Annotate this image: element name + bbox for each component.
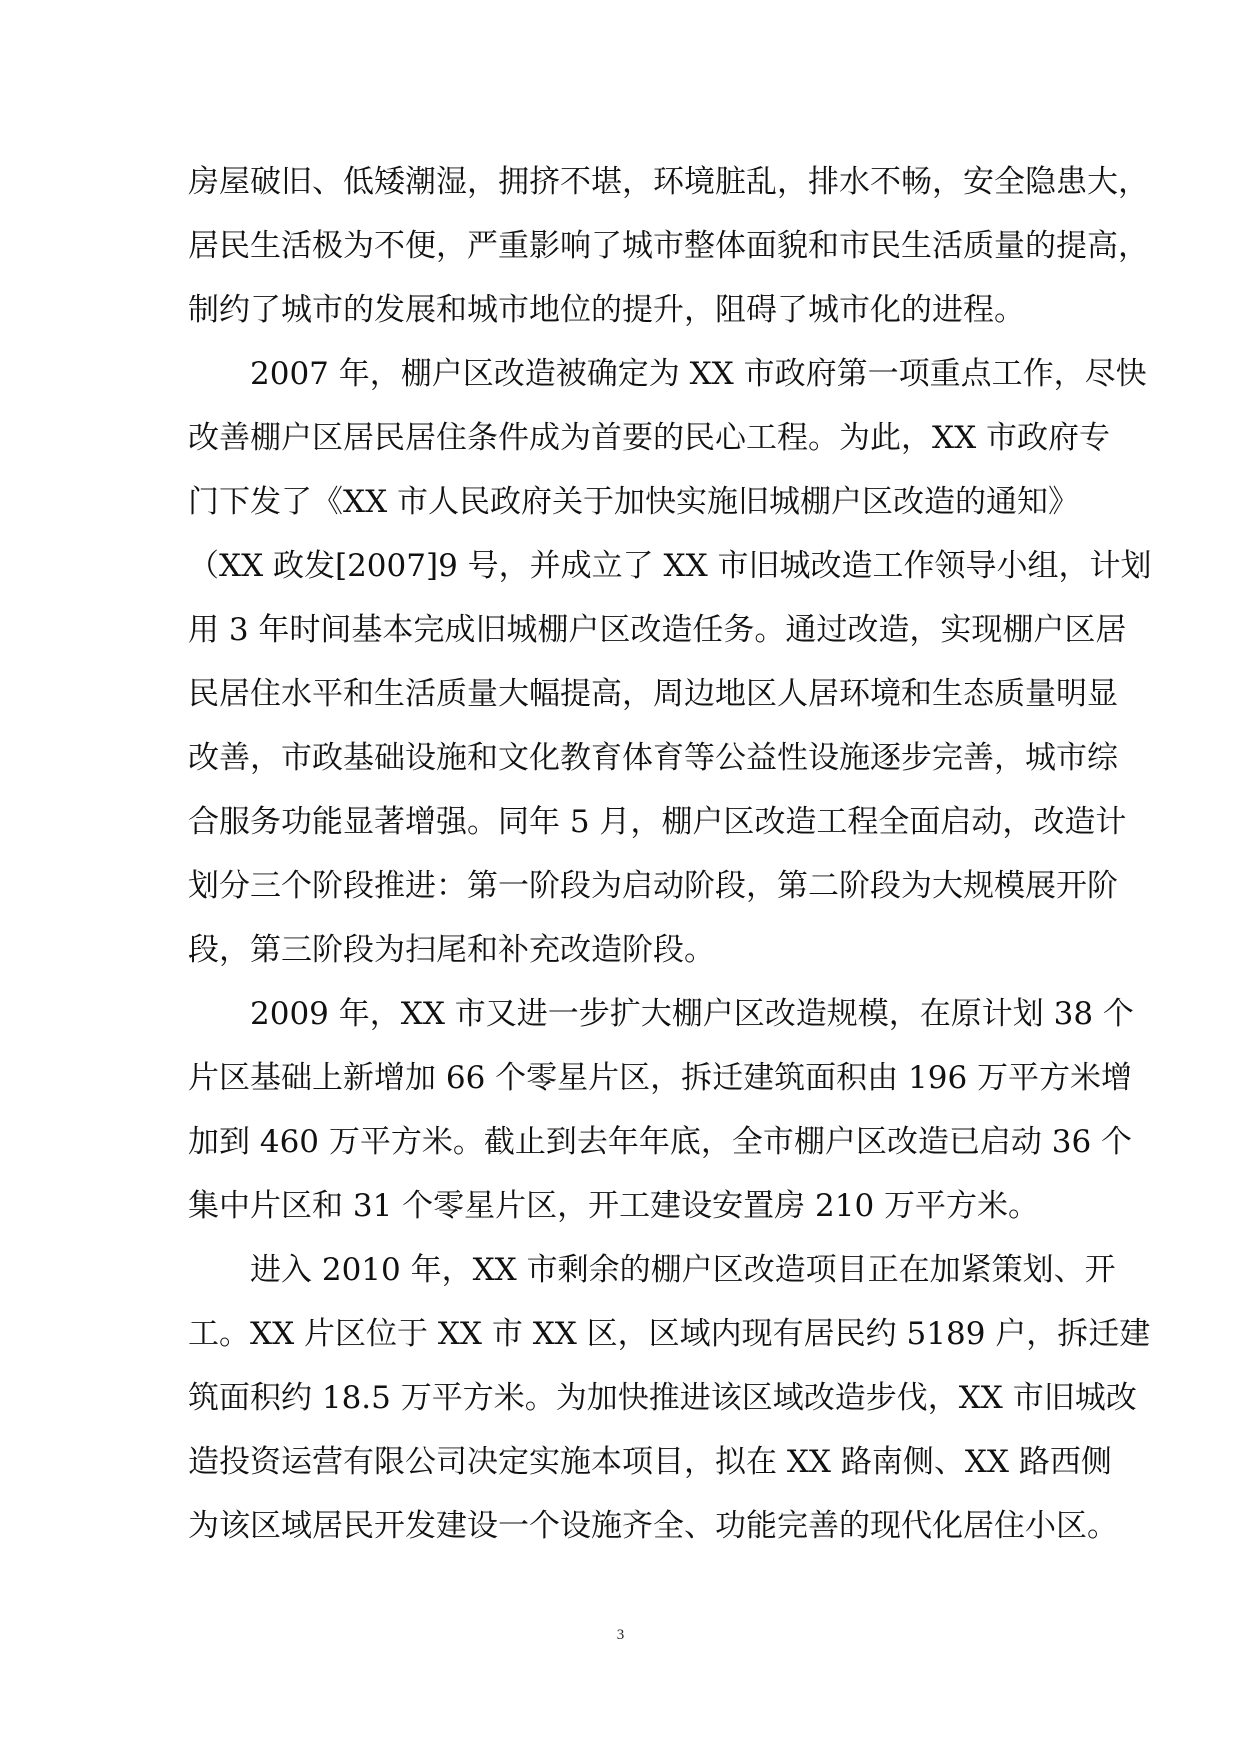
- text-line: 集中片区和 31 个零星片区，开工建设安置房 210 万平方米。: [188, 1188, 1040, 1224]
- page-number: 3: [616, 1627, 625, 1643]
- text-line: （XX 政发[2007]9 号，并成立了 XX 市旧城改造工作领导小组，计划: [188, 548, 1152, 584]
- text-line: 2009 年，XX 市又进一步扩大棚户区改造规模，在原计划 38 个: [188, 996, 1134, 1032]
- text-line: 加到 460 万平方米。截止到去年年底，全市棚户区改造已启动 36 个: [188, 1124, 1133, 1160]
- text-line: 片区基础上新增加 66 个零星片区，拆迁建筑面积由 196 万平方米增: [188, 1060, 1133, 1096]
- text-line: 用 3 年时间基本完成旧城棚户区改造任务。通过改造，实现棚户区居: [188, 612, 1127, 648]
- body-text: [188, 150, 1152, 1558]
- text-line: 造投资运营有限公司决定实施本项目，拟在 XX 路南侧、XX 路西侧: [188, 1444, 1112, 1480]
- text-line: 门下发了《XX 市人民政府关于加快实施旧城棚户区改造的通知》: [188, 484, 1079, 520]
- text-line: 划分三个阶段推进：第一阶段为启动阶段，第二阶段为大规模展开阶: [188, 868, 1118, 904]
- text-line: 合服务功能显著增强。同年 5 月，棚户区改造工程全面启动，改造计: [188, 804, 1127, 840]
- text-line: 进入 2010 年，XX 市剩余的棚户区改造项目正在加紧策划、开: [188, 1252, 1116, 1288]
- text-line: 房屋破旧、低矮潮湿，拥挤不堪，环境脏乱，排水不畅，安全隐患大，: [188, 164, 1149, 200]
- text-line: 民居住水平和生活质量大幅提高，周边地区人居环境和生态质量明显: [188, 676, 1118, 712]
- text-line: 居民生活极为不便，严重影响了城市整体面貌和市民生活质量的提高，: [188, 228, 1149, 264]
- text-line: 段，第三阶段为扫尾和补充改造阶段。: [188, 932, 715, 968]
- text-line: 改善棚户区居民居住条件成为首要的民心工程。为此，XX 市政府专: [188, 420, 1110, 456]
- text-line: 改善，市政基础设施和文化教育体育等公益性设施逐步完善，城市综: [188, 740, 1118, 776]
- text-line: 筑面积约 18.5 万平方米。为加快推进该区域改造步伐，XX 市旧城改: [188, 1380, 1137, 1416]
- text-line: 为该区域居民开发建设一个设施齐全、功能完善的现代化居住小区。: [188, 1508, 1118, 1544]
- text-line: 工。XX 片区位于 XX 市 XX 区，区域内现有居民约 5189 户，拆迁建: [188, 1316, 1151, 1352]
- text-line: 制约了城市的发展和城市地位的提升，阻碍了城市化的进程。: [188, 292, 1025, 328]
- text-line: 2007 年，棚户区改造被确定为 XX 市政府第一项重点工作，尽快: [188, 356, 1147, 392]
